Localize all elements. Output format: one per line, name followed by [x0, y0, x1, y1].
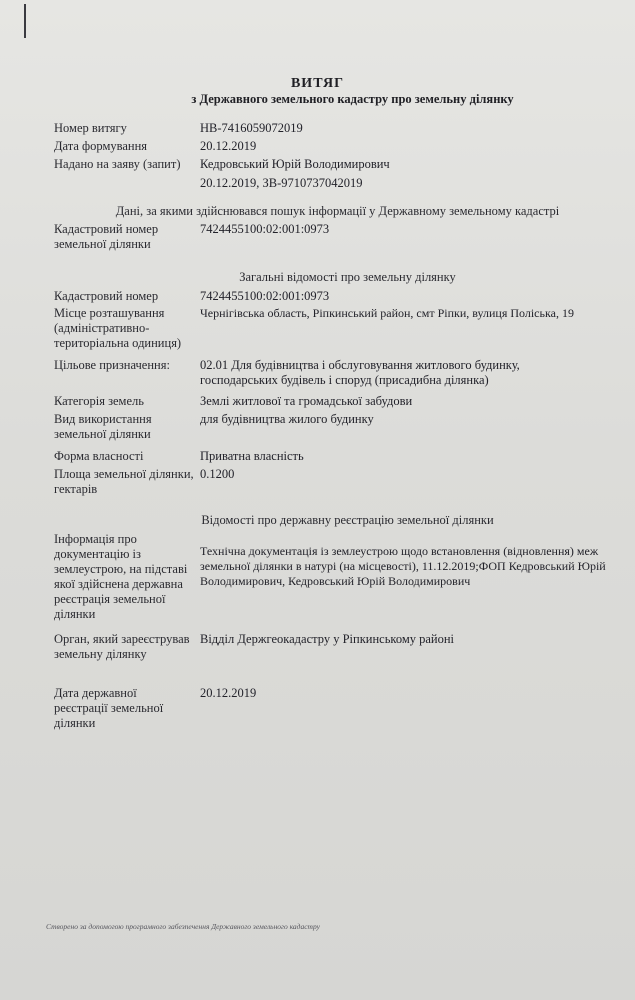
docs-label: Інформація про документацію із землеустрою, на підставі якої здійснена державна реєстрація земельної ділянки [54, 532, 188, 621]
general-cadastral-value: 7424455100:02:001:0973 [200, 289, 330, 303]
ownership-value: Приватна власність [200, 449, 304, 463]
authority-label: Орган, який зареєстрував земельну ділянку [54, 632, 190, 661]
purpose-value: 02.01 Для будівництва і обслуговування житлового будинку, господарських будівель і споруд (присадибна ділянка) [200, 358, 520, 387]
search-cadastral-value: 7424455100:02:001:0973 [200, 222, 330, 236]
footer-text: Створено за допомогою програмного забезпечення Державного земельного кадастру [46, 922, 320, 931]
docs-value: Технічна документація із землеустрою щодо встановлення (відновлення) меж земельної ділянки в натурі (на місцевості), 11.12.2019;ФОП Кедровський Юрій Володимирович, Кедровський Юрій Володимирович [200, 544, 606, 588]
extract-number-value: НВ-7416059072019 [200, 121, 303, 135]
category-value: Землі житлової та громадської забудови [200, 394, 413, 408]
general-section-heading: Загальні відомості про земельну ділянку [239, 270, 456, 284]
location-label: Місце розташування (адміністративно-територіальна одиниця) [54, 306, 182, 350]
category-label: Категорія земель [54, 394, 144, 408]
extract-number-label: Номер витягу [54, 121, 127, 135]
date-label: Дата формування [54, 139, 148, 153]
registration-section-heading: Відомості про державну реєстрацію земельної ділянки [201, 513, 494, 527]
area-value: 0.1200 [200, 467, 235, 481]
ownership-label: Форма власності [54, 449, 144, 463]
authority-value: Відділ Держгеокадастру у Ріпкинському районі [200, 632, 455, 646]
margin-mark [24, 4, 26, 38]
purpose-label: Цільове призначення: [54, 358, 170, 372]
document-subtitle: з Державного земельного кадастру про земельну ділянку [191, 92, 514, 106]
use-value: для будівництва жилого будинку [200, 412, 374, 426]
search-cadastral-label: Кадастровий номер земельної ділянки [54, 222, 159, 251]
date-value: 20.12.2019 [200, 139, 257, 153]
area-label: Площа земельної ділянки, гектарів [54, 467, 194, 496]
document-title: ВИТЯГ [290, 76, 345, 91]
request-value-line2: 20.12.2019, ЗВ-9710737042019 [200, 176, 363, 190]
use-label: Вид використання земельної ділянки [54, 412, 152, 441]
reg-date-label: Дата державної реєстрації земельної ділянки [54, 686, 164, 730]
search-section-heading: Дані, за якими здійснювався пошук інформації у Державному земельному кадастрі [115, 204, 560, 218]
location-value: Чернігівська область, Ріпкинський район, смт Ріпки, вулиця Поліська, 19 [200, 306, 574, 320]
general-cadastral-label: Кадастровий номер [54, 289, 159, 303]
request-label: Надано на заяву (запит) [54, 157, 181, 171]
request-value-line1: Кедровський Юрій Володимирович [200, 157, 390, 171]
reg-date-value: 20.12.2019 [200, 686, 257, 700]
